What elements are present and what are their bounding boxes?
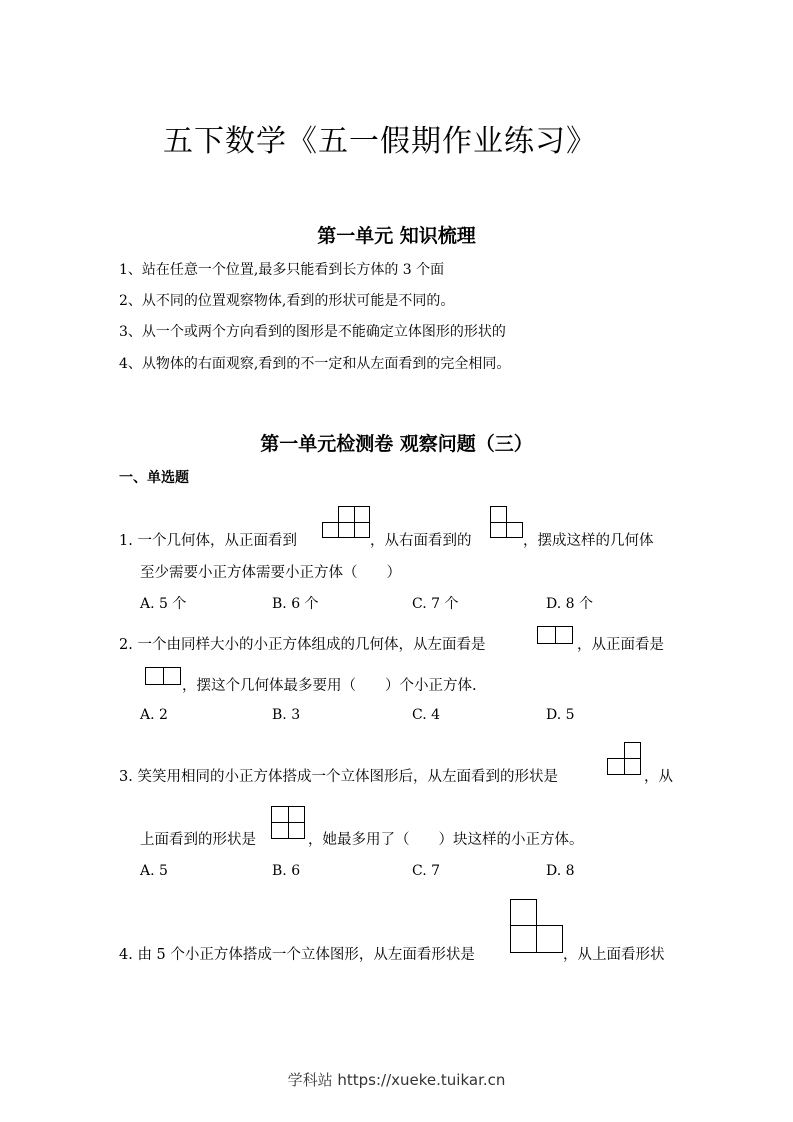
q2-text-a: 2. 一个由同样大小的小正方体组成的几何体，从左面看是 — [119, 637, 486, 653]
q1-option-a[interactable]: A. 5 个 — [140, 596, 187, 612]
q2-text-b: ，从正面看是 — [577, 637, 664, 653]
q2-option-c[interactable]: C. 4 — [412, 707, 441, 723]
q3-text-line2-a: 上面看到的形状是 — [140, 832, 256, 848]
knowledge-point: 1、站在任意一个位置,最多只能看到长方体的 3 个面 — [119, 262, 445, 278]
footer-watermark: 学科站 https://xueke.tuikar.cn — [287, 1071, 506, 1089]
page-title: 五下数学《五一假期作业练习》 — [163, 124, 597, 159]
q2-option-b[interactable]: B. 3 — [272, 707, 301, 723]
q3-top-view-figure — [271, 806, 305, 839]
q3-text-line2-b: ，她最多用了（ ）块这样的小正方体。 — [308, 832, 584, 848]
q3-text-a: 3. 笑笑用相同的小正方体搭成一个立体图形后，从左面看到的形状是 — [119, 769, 558, 785]
q1-text-b: ，从右面看到的 — [370, 533, 472, 549]
q3-text-b: ，从 — [644, 769, 673, 785]
q4-text-b: ，从上面看形状 — [563, 947, 665, 963]
knowledge-point: 4、从物体的右面观察,看到的不一定和从左面看到的完全相同。 — [119, 356, 511, 372]
q3-option-c[interactable]: C. 7 — [412, 863, 441, 879]
section2-heading: 第一单元检测卷 观察问题（三） — [260, 433, 533, 455]
q3-option-d[interactable]: D. 8 — [546, 863, 575, 879]
q1-front-view-figure — [322, 506, 370, 538]
q1-text-line2: 至少需要小正方体需要小正方体（ ） — [140, 565, 401, 581]
q3-left-view-figure — [607, 742, 641, 775]
q2-text-line2: ，摆这个几何体最多要用（ ）个小正方体. — [182, 678, 477, 694]
q1-option-b[interactable]: B. 6 个 — [272, 596, 319, 612]
knowledge-point: 3、从一个或两个方向看到的图形是不能确定立体图形的形状的 — [119, 324, 506, 340]
q1-text-c: ，摆成这样的几何体 — [523, 533, 654, 549]
q3-option-a[interactable]: A. 5 — [140, 863, 168, 879]
q1-right-view-figure — [490, 506, 523, 538]
q4-left-view-figure — [510, 899, 563, 953]
q1-option-d[interactable]: D. 8 个 — [546, 596, 593, 612]
knowledge-point: 2、从不同的位置观察物体,看到的形状可能是不同的。 — [119, 293, 455, 309]
q4-text-a: 4. 由 5 个小正方体搭成一个立体图形，从左面看形状是 — [119, 947, 475, 963]
q1-text-a: 1. 一个几何体，从正面看到 — [119, 533, 297, 549]
section2-subheading: 一、单选题 — [119, 470, 189, 486]
q3-option-b[interactable]: B. 6 — [272, 863, 301, 879]
q1-option-c[interactable]: C. 7 个 — [412, 596, 459, 612]
q2-front-view-figure — [145, 667, 181, 685]
q2-option-d[interactable]: D. 5 — [546, 707, 575, 723]
q2-left-view-figure — [537, 626, 573, 644]
section1-heading: 第一单元 知识梳理 — [317, 225, 476, 247]
q2-option-a[interactable]: A. 2 — [140, 707, 168, 723]
